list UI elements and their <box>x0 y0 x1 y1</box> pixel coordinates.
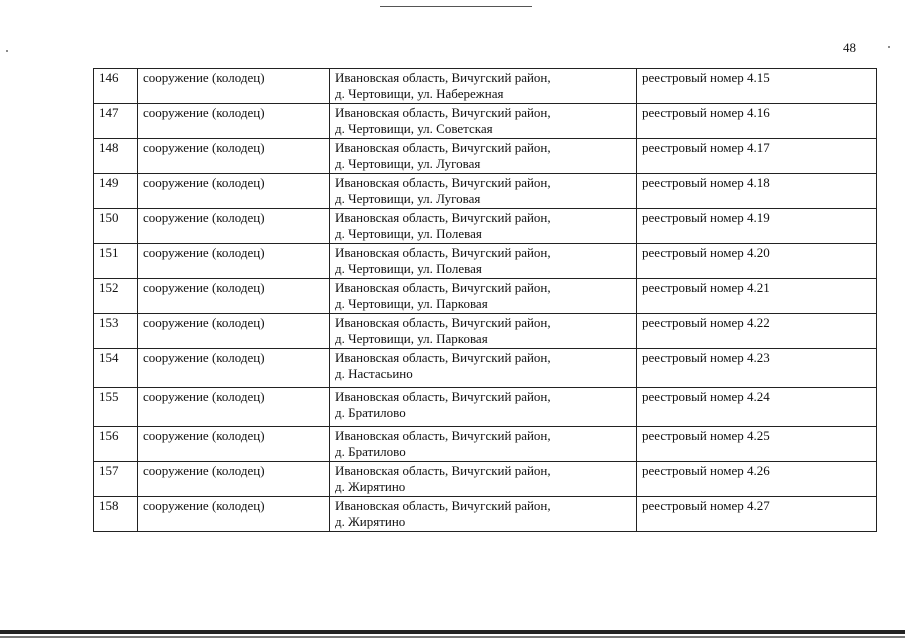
address-line-2: д. Чертовищи, ул. Парковая <box>335 295 488 311</box>
object-type: сооружение (колодец) <box>143 498 265 513</box>
object-type: сооружение (колодец) <box>143 350 265 365</box>
address-cell <box>330 388 637 427</box>
row-number: 155 <box>99 389 119 404</box>
object-type-cell <box>138 462 330 497</box>
address-cell <box>330 279 637 314</box>
registry-number: реестровый номер 4.21 <box>642 280 770 295</box>
row-number: 153 <box>99 315 119 330</box>
address-line-2: д. Жирятино <box>335 478 406 494</box>
address-cell <box>330 462 637 497</box>
registry-number-cell <box>637 427 877 462</box>
row-number-cell <box>94 388 138 427</box>
address-line-1: Ивановская область, Вичугский район, <box>335 140 551 155</box>
address-line-1: Ивановская область, Вичугский район, <box>335 210 551 225</box>
object-type-cell <box>138 497 330 532</box>
object-type-cell <box>138 314 330 349</box>
row-number-cell <box>94 279 138 314</box>
address-line-1: Ивановская область, Вичугский район, <box>335 498 551 513</box>
address-cell <box>330 69 637 104</box>
object-type-cell <box>138 388 330 427</box>
row-number: 146 <box>99 70 119 85</box>
scan-speck <box>6 50 8 52</box>
address-line-1: Ивановская область, Вичугский район, <box>335 428 551 443</box>
address-line-2: д. Чертовищи, ул. Полевая <box>335 260 482 276</box>
scan-speck <box>888 46 890 48</box>
object-type: сооружение (колодец) <box>143 175 265 190</box>
row-number: 151 <box>99 245 119 260</box>
row-number: 150 <box>99 210 119 225</box>
address-line-2: д. Братилово <box>335 443 406 459</box>
row-number: 147 <box>99 105 119 120</box>
address-line-1: Ивановская область, Вичугский район, <box>335 70 551 85</box>
registry-number-cell <box>637 388 877 427</box>
registry-number-cell <box>637 349 877 388</box>
table-row <box>94 279 877 314</box>
row-number-cell <box>94 497 138 532</box>
table-row <box>94 427 877 462</box>
registry-number-cell <box>637 69 877 104</box>
row-number-cell <box>94 69 138 104</box>
object-type-cell <box>138 209 330 244</box>
table-row <box>94 314 877 349</box>
address-line-1: Ивановская область, Вичугский район, <box>335 389 551 404</box>
registry-table-body <box>94 69 877 532</box>
row-number: 158 <box>99 498 119 513</box>
address-cell <box>330 244 637 279</box>
row-number: 148 <box>99 140 119 155</box>
address-line-2: д. Чертовищи, ул. Советская <box>335 120 493 136</box>
address-line-1: Ивановская область, Вичугский район, <box>335 245 551 260</box>
address-cell <box>330 139 637 174</box>
table-row <box>94 388 877 427</box>
object-type: сооружение (колодец) <box>143 428 265 443</box>
object-type: сооружение (колодец) <box>143 105 265 120</box>
address-line-2: д. Настасьино <box>335 365 413 381</box>
registry-number: реестровый номер 4.27 <box>642 498 770 513</box>
address-cell <box>330 209 637 244</box>
address-line-2: д. Чертовищи, ул. Луговая <box>335 190 481 206</box>
object-type-cell <box>138 139 330 174</box>
object-type-cell <box>138 104 330 139</box>
table-row <box>94 349 877 388</box>
registry-number-cell <box>637 244 877 279</box>
registry-number: реестровый номер 4.19 <box>642 210 770 225</box>
row-number-cell <box>94 462 138 497</box>
object-type: сооружение (колодец) <box>143 389 265 404</box>
registry-number: реестровый номер 4.25 <box>642 428 770 443</box>
address-cell <box>330 349 637 388</box>
address-line-2: д. Братилово <box>335 404 406 420</box>
registry-number: реестровый номер 4.22 <box>642 315 770 330</box>
registry-number-cell <box>637 104 877 139</box>
table-row <box>94 104 877 139</box>
address-line-1: Ивановская область, Вичугский район, <box>335 463 551 478</box>
object-type-cell <box>138 349 330 388</box>
registry-number: реестровый номер 4.26 <box>642 463 770 478</box>
object-type-cell <box>138 69 330 104</box>
registry-number-cell <box>637 209 877 244</box>
row-number-cell <box>94 104 138 139</box>
row-number-cell <box>94 427 138 462</box>
address-line-1: Ивановская область, Вичугский район, <box>335 175 551 190</box>
address-cell <box>330 427 637 462</box>
address-cell <box>330 314 637 349</box>
row-number-cell <box>94 139 138 174</box>
address-line-1: Ивановская область, Вичугский район, <box>335 280 551 295</box>
registry-number: реестровый номер 4.15 <box>642 70 770 85</box>
registry-number: реестровый номер 4.18 <box>642 175 770 190</box>
object-type: сооружение (колодец) <box>143 245 265 260</box>
row-number-cell <box>94 209 138 244</box>
table-row <box>94 209 877 244</box>
address-line-2: д. Жирятино <box>335 513 406 529</box>
object-type-cell <box>138 244 330 279</box>
registry-number-cell <box>637 139 877 174</box>
table-row <box>94 174 877 209</box>
row-number: 149 <box>99 175 119 190</box>
table-row <box>94 462 877 497</box>
registry-number-cell <box>637 497 877 532</box>
table-row <box>94 244 877 279</box>
registry-number: реестровый номер 4.16 <box>642 105 770 120</box>
top-rule <box>380 6 532 7</box>
row-number-cell <box>94 314 138 349</box>
registry-number: реестровый номер 4.17 <box>642 140 770 155</box>
registry-number-cell <box>637 174 877 209</box>
registry-number: реестровый номер 4.23 <box>642 350 770 365</box>
row-number: 157 <box>99 463 119 478</box>
registry-number-cell <box>637 279 877 314</box>
address-cell <box>330 497 637 532</box>
row-number-cell <box>94 349 138 388</box>
object-type: сооружение (колодец) <box>143 463 265 478</box>
object-type: сооружение (колодец) <box>143 280 265 295</box>
row-number: 152 <box>99 280 119 295</box>
address-line-2: д. Чертовищи, ул. Полевая <box>335 225 482 241</box>
object-type-cell <box>138 427 330 462</box>
table-row <box>94 497 877 532</box>
registry-table <box>93 68 877 532</box>
page-number: 48 <box>843 40 856 55</box>
table-row <box>94 139 877 174</box>
row-number-cell <box>94 174 138 209</box>
address-line-1: Ивановская область, Вичугский район, <box>335 105 551 120</box>
object-type: сооружение (колодец) <box>143 210 265 225</box>
registry-number-cell <box>637 462 877 497</box>
object-type: сооружение (колодец) <box>143 70 265 85</box>
row-number: 154 <box>99 350 119 365</box>
object-type-cell <box>138 174 330 209</box>
object-type-cell <box>138 279 330 314</box>
address-line-1: Ивановская область, Вичугский район, <box>335 315 551 330</box>
registry-number: реестровый номер 4.24 <box>642 389 770 404</box>
scan-bottom-edge-shadow <box>0 636 905 638</box>
table-row <box>94 69 877 104</box>
address-line-2: д. Чертовищи, ул. Набережная <box>335 85 504 101</box>
object-type: сооружение (колодец) <box>143 315 265 330</box>
row-number: 156 <box>99 428 119 443</box>
address-cell <box>330 104 637 139</box>
address-cell <box>330 174 637 209</box>
registry-number: реестровый номер 4.20 <box>642 245 770 260</box>
object-type: сооружение (колодец) <box>143 140 265 155</box>
address-line-2: д. Чертовищи, ул. Парковая <box>335 330 488 346</box>
address-line-1: Ивановская область, Вичугский район, <box>335 350 551 365</box>
scan-bottom-edge <box>0 630 905 634</box>
address-line-2: д. Чертовищи, ул. Луговая <box>335 155 481 171</box>
registry-number-cell <box>637 314 877 349</box>
row-number-cell <box>94 244 138 279</box>
